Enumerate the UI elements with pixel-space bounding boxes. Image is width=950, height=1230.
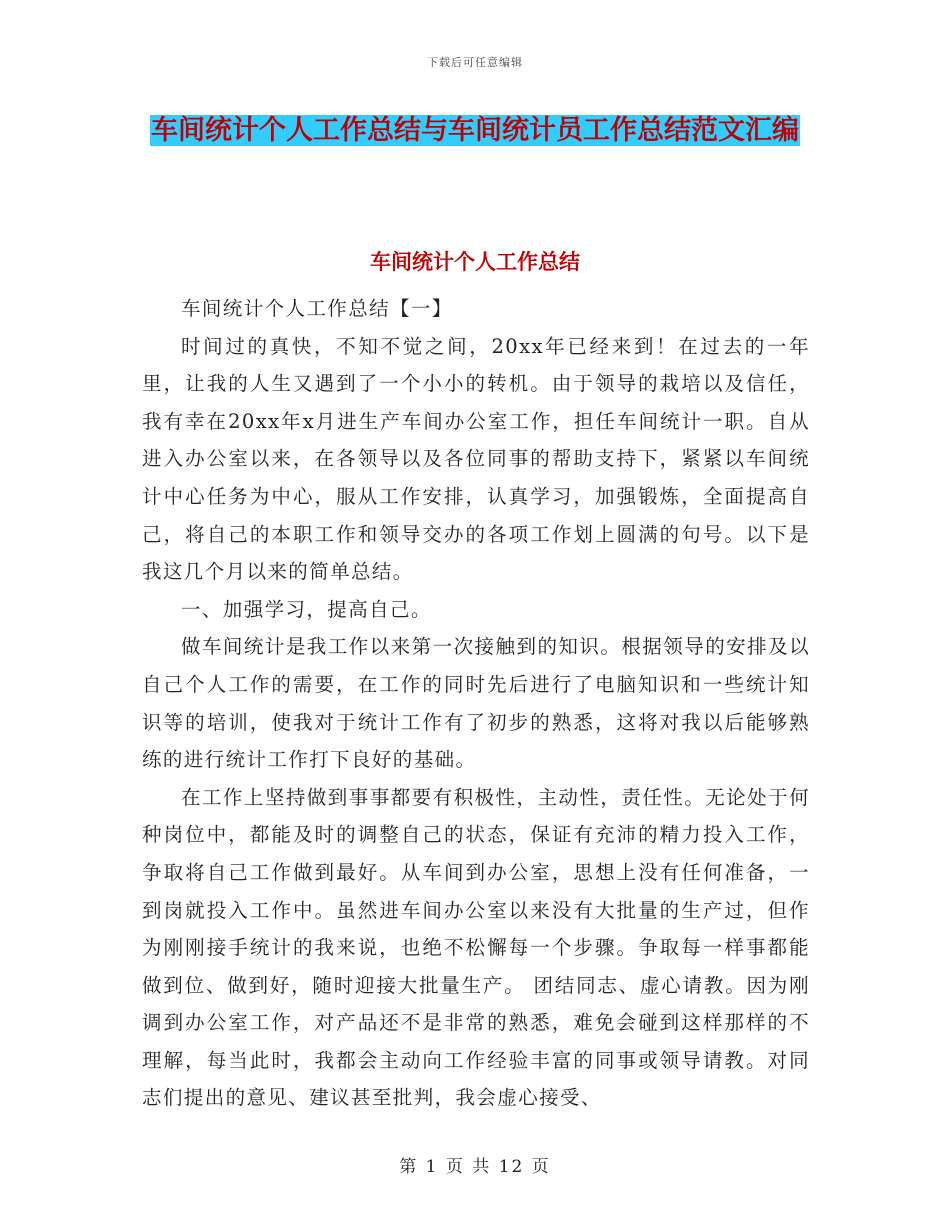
document-title-text: 车间统计个人工作总结与车间统计员工作总结范文汇编 <box>151 115 799 146</box>
page-number: 第 1 页 共 12 页 <box>399 1157 551 1177</box>
paragraph: 在工作上坚持做到事事都要有积极性，主动性，责任性。无论处于何种岗位中，都能及时的调整自己的状态，保证有充沛的精力投入工作，争取将自己工作做到最好。从车间到办公室，思想上没有任何准备，一到岗就投入工作中。虽然进车间办公室以来没有大批量的生产过，但作为刚刚接手统计的我来说，也绝不松懈每一个步骤。争取每一样事都能做到位、做到好，随时迎接大批量生产。 团结同志、虚心请教。因为刚调到办公室工作，对产品还不是非常的熟悉，难免会碰到这样那样的不理解，每当此时，我都会主动向工作经验丰富的同事或领导请教。对同志们提出的意见、建议甚至批判，我会虚心接受、 <box>142 785 810 1110</box>
document-body <box>142 290 810 1117</box>
paragraph: 做车间统计是我工作以来第一次接触到的知识。根据领导的安排及以自己个人工作的需要，在工作的同时先后进行了电脑知识和一些统计知识等的培训，使我对于统计工作有了初步的熟悉，这将对我以后能够熟练的进行统计工作打下良好的基础。 <box>142 635 810 772</box>
paragraph-subheading: 车间统计个人工作总结【一】 <box>181 297 453 320</box>
header-note: 下载后可任意编辑 <box>427 56 523 69</box>
document-title <box>140 108 810 154</box>
section-title: 车间统计个人工作总结 <box>370 250 580 274</box>
paragraph-heading: 一、加强学习，提高自己。 <box>181 597 432 621</box>
paragraph: 时间过的真快，不知不觉之间，20xx年已经来到！在过去的一年里，让我的人生又遇到了一个小小的转机。由于领导的栽培以及信任，我有幸在20xx年x月进生产车间办公室工作，担任车间统计一职。自从进入办公室以来，在各领导以及各位同事的帮助支持下，紧紧以车间统计中心任务为中心，服从工作安排，认真学习，加强锻炼，全面提高自己，将自己的本职工作和领导交办的各项工作划上圆满的句号。以下是我这几个月以来的简单总结。 <box>142 334 810 584</box>
